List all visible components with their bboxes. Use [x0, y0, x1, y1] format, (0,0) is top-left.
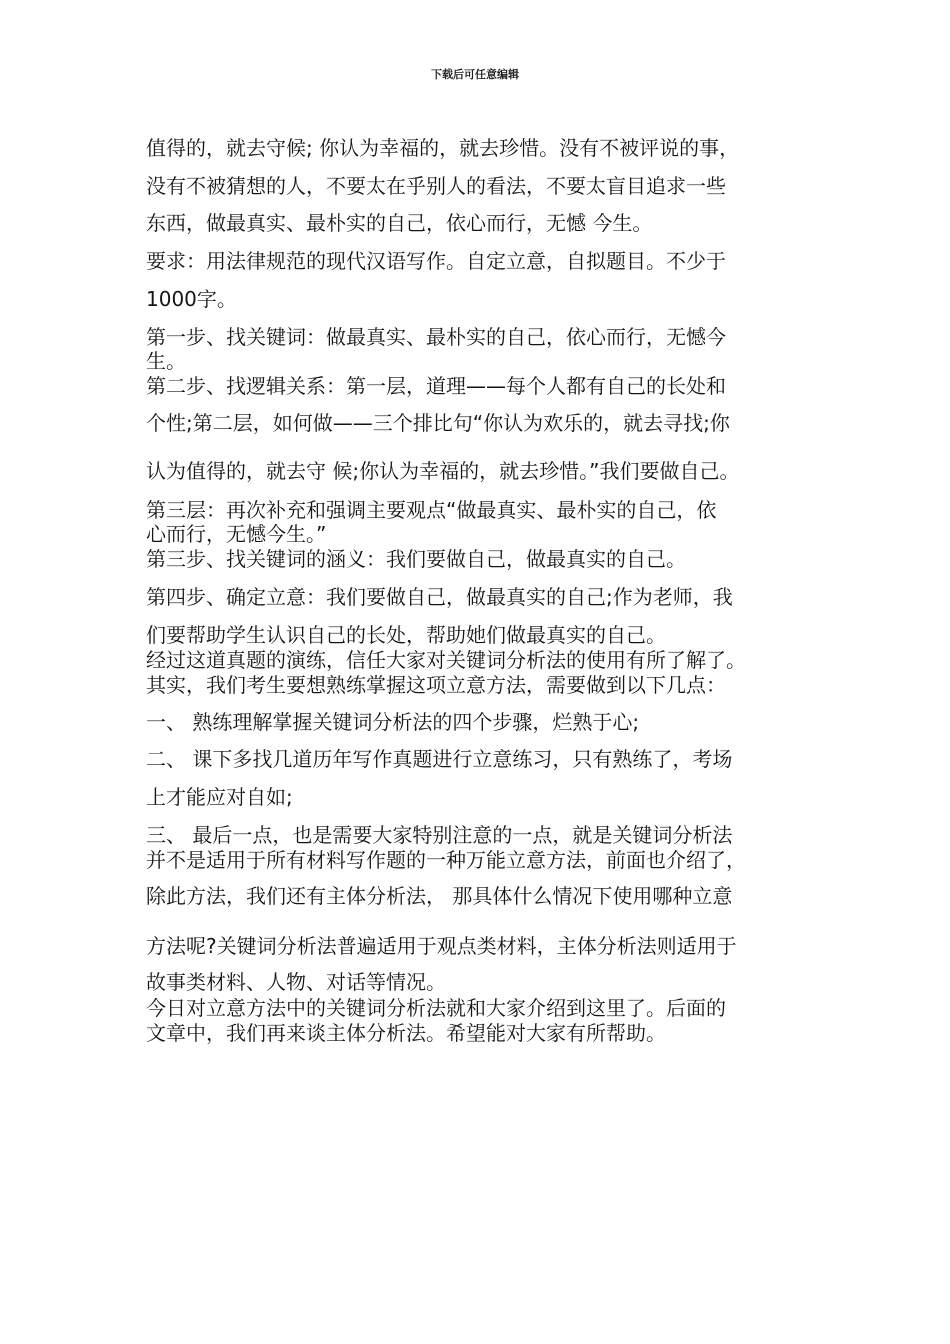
text-line: 一、 熟练理解掌握关键词分析法的四个步骤，烂熟于心; [146, 710, 640, 734]
text-line: 并不是适用于所有材料写作题的一种万能立意方法，前面也介绍了， [146, 848, 746, 872]
text-line: 东西，做最真实、最朴实的自己，依心而行，无憾 今生。 [146, 211, 653, 235]
text-line: 除此方法，我们还有主体分析法， 那具体什么情况下使用哪种立意 [146, 884, 733, 908]
text-line: 第一步、找关键词：做最真实、最朴实的自己，依心而行，无憾今 [146, 325, 726, 349]
text-line: 第四步、确定立意：我们要做自己，做最真实的自己;作为老师，我 [146, 585, 733, 609]
text-line: 其实，我们考生要想熟练掌握这项立意方法，需要做到以下几点： [146, 673, 726, 697]
text-line: 文章中，我们再来谈主体分析法。希望能对大家有所帮助。 [146, 1021, 666, 1045]
text-line: 第三步、找关键词的涵义：我们要做自己，做最真实的自己。 [146, 547, 686, 571]
text-line: 值得的，就去守候; 你认为幸福的，就去珍惜。没有不被评说的事， [146, 136, 740, 160]
text-line: 第三层：再次补充和强调主要观点“做最真实、最朴实的自己，依 [146, 498, 717, 522]
text-line: 认为值得的，就去守 候;你认为幸福的，就去珍惜。”我们要做自己。 [146, 459, 740, 483]
text-line: 第二步、找逻辑关系：第一层，道理——每个人都有自己的长处和 [146, 374, 726, 398]
text-line: 方法呢?关键词分析法普遍适用于观点类材料，主体分析法则适用于 [146, 934, 737, 958]
text-line: 们要帮助学生认识自己的长处，帮助她们做最真实的自己。 [146, 623, 666, 647]
text-line: 今日对立意方法中的关键词分析法就和大家介绍到这里了。后面的 [146, 996, 726, 1020]
text-line: 经过这道真题的演练，信任大家对关键词分析法的使用有所了解了。 [146, 648, 746, 672]
text-line: 没有不被猜想的人，不要太在乎别人的看法，不要太盲目追求一些 [146, 174, 726, 198]
text-line: 个性;第二层，如何做——三个排比句“你认为欢乐的，就去寻找;你 [146, 411, 730, 435]
text-line: 三、 最后一点，也是需要大家特别注意的一点，就是关键词分析法 [146, 823, 733, 847]
text-line: 上才能应对自如; [146, 785, 293, 809]
page-header: 下载后可任意编辑 [431, 68, 519, 81]
text-line: 1000字。 [146, 287, 237, 311]
text-line: 故事类材料、人物、对话等情况。 [146, 970, 446, 994]
text-line: 要求：用法律规范的现代汉语写作。自定立意，自拟题目。不少于 [146, 249, 726, 273]
text-line: 生。 [146, 349, 186, 373]
text-line: 二、 课下多找几道历年写作真题进行立意练习，只有熟练了，考场 [146, 747, 733, 771]
text-line: 心而行，无憾今生。” [146, 522, 327, 546]
